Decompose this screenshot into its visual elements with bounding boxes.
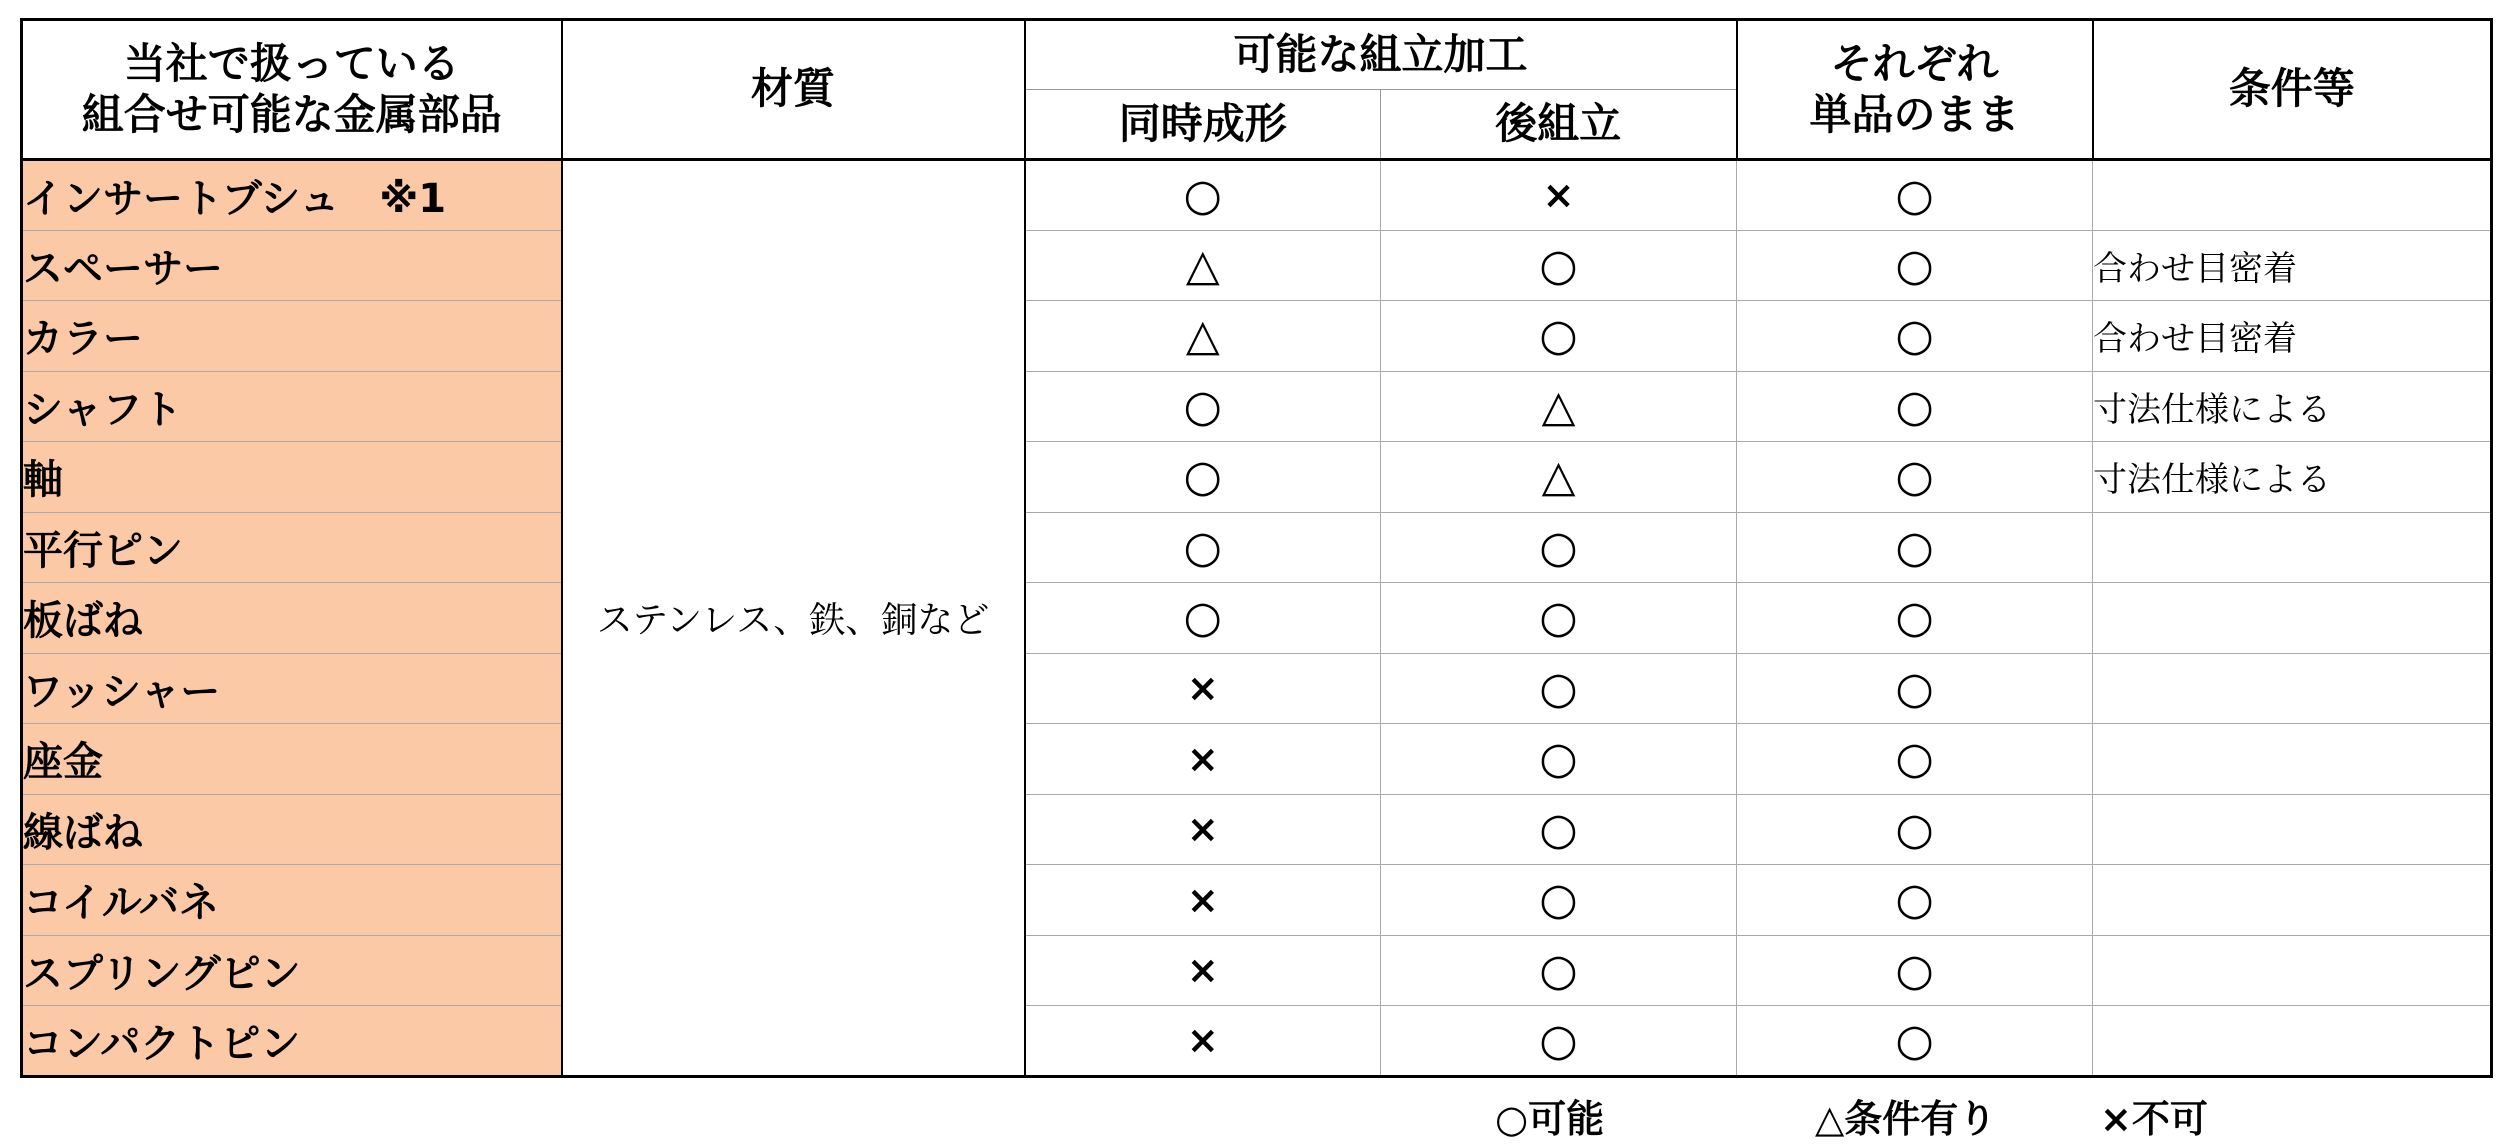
single-mark: ○ bbox=[1737, 724, 2093, 795]
part-name: シャフト bbox=[22, 371, 562, 442]
simultaneous-mark: ○ bbox=[1025, 583, 1381, 654]
single-mark: ○ bbox=[1737, 512, 2093, 583]
single-mark: ○ bbox=[1737, 794, 2093, 865]
simultaneous-mark: × bbox=[1025, 1006, 1381, 1077]
part-name: コイルバネ bbox=[22, 865, 562, 936]
single-mark: ○ bbox=[1737, 230, 2093, 301]
table-row bbox=[22, 583, 2492, 654]
post-assembly-mark: △ bbox=[1381, 371, 1737, 442]
simultaneous-mark: × bbox=[1025, 935, 1381, 1006]
single-mark: ○ bbox=[1737, 442, 2093, 513]
header-simultaneous-label: 同時成形 bbox=[1118, 98, 1287, 148]
header-assembly-group-label: 可能な組立加工 bbox=[1233, 29, 1528, 79]
header-parts-line1: 当社で扱っている bbox=[123, 39, 460, 89]
condition-text bbox=[2093, 160, 2492, 231]
single-mark: ○ bbox=[1737, 371, 2093, 442]
simultaneous-mark: ○ bbox=[1025, 160, 1381, 231]
simultaneous-mark: ○ bbox=[1025, 371, 1381, 442]
condition-text bbox=[2093, 935, 2492, 1006]
simultaneous-mark: ○ bbox=[1025, 442, 1381, 513]
part-name: 座金 bbox=[22, 724, 562, 795]
part-name: 板ばね bbox=[22, 583, 562, 654]
table-row bbox=[22, 371, 2492, 442]
simultaneous-mark: × bbox=[1025, 865, 1381, 936]
simultaneous-mark: ○ bbox=[1025, 512, 1381, 583]
condition-text bbox=[2093, 794, 2492, 865]
post-assembly-mark: ○ bbox=[1381, 935, 1737, 1006]
part-name: 平行ピン bbox=[22, 512, 562, 583]
header-post-assembly bbox=[1381, 90, 1737, 160]
condition-text: 合わせ目密着 bbox=[2093, 301, 2492, 372]
header-conditions-label: 条件等 bbox=[2228, 64, 2355, 114]
condition-text bbox=[2093, 512, 2492, 583]
legend-impossible: ×不可 bbox=[2100, 1097, 2208, 1141]
post-assembly-mark: ○ bbox=[1381, 583, 1737, 654]
post-assembly-mark: ○ bbox=[1381, 653, 1737, 724]
legend-conditional: △条件有り bbox=[1815, 1097, 1997, 1141]
simultaneous-mark: × bbox=[1025, 653, 1381, 724]
condition-text bbox=[2093, 653, 2492, 724]
condition-text bbox=[2093, 1006, 2492, 1077]
header-material-label: 材質 bbox=[750, 64, 835, 114]
condition-text bbox=[2093, 724, 2492, 795]
table-row bbox=[22, 1006, 2492, 1077]
table-body bbox=[22, 160, 2492, 1077]
header-single-line1: それぞれ bbox=[1830, 39, 1999, 89]
table-row bbox=[22, 442, 2492, 513]
header-post-assembly-label: 後組立 bbox=[1495, 98, 1622, 148]
post-assembly-mark: ○ bbox=[1381, 865, 1737, 936]
part-name: カラー bbox=[22, 301, 562, 372]
single-mark: ○ bbox=[1737, 935, 2093, 1006]
condition-text: 寸法仕様による bbox=[2093, 442, 2492, 513]
header-assembly-group bbox=[1025, 20, 1737, 90]
header-single bbox=[1737, 20, 2093, 160]
header-parts bbox=[22, 20, 562, 160]
header-conditions bbox=[2093, 20, 2492, 160]
table-row bbox=[22, 653, 2492, 724]
part-name: インサートブシュ ※1 bbox=[22, 160, 562, 231]
condition-text: 寸法仕様による bbox=[2093, 371, 2492, 442]
part-name: スプリングピン bbox=[22, 935, 562, 1006]
post-assembly-mark: ○ bbox=[1381, 230, 1737, 301]
table-row bbox=[22, 512, 2492, 583]
table-row bbox=[22, 935, 2492, 1006]
table-row bbox=[22, 865, 2492, 936]
table-row bbox=[22, 230, 2492, 301]
condition-text bbox=[2093, 583, 2492, 654]
condition-text bbox=[2093, 865, 2492, 936]
post-assembly-mark: ○ bbox=[1381, 794, 1737, 865]
post-assembly-mark: △ bbox=[1381, 442, 1737, 513]
table-row bbox=[22, 794, 2492, 865]
part-name: ワッシャー bbox=[22, 653, 562, 724]
simultaneous-mark: × bbox=[1025, 794, 1381, 865]
assembly-compatibility-table bbox=[20, 18, 2493, 1078]
post-assembly-mark: ○ bbox=[1381, 1006, 1737, 1077]
table-row bbox=[22, 724, 2492, 795]
table-row bbox=[22, 160, 2492, 231]
part-name: 線ばね bbox=[22, 794, 562, 865]
post-assembly-mark: ○ bbox=[1381, 724, 1737, 795]
table-row bbox=[22, 301, 2492, 372]
simultaneous-mark: △ bbox=[1025, 230, 1381, 301]
legend-possible: ○可能 bbox=[1495, 1097, 1605, 1141]
simultaneous-mark: × bbox=[1025, 724, 1381, 795]
single-mark: ○ bbox=[1737, 653, 2093, 724]
single-mark: ○ bbox=[1737, 583, 2093, 654]
simultaneous-mark: △ bbox=[1025, 301, 1381, 372]
single-mark: ○ bbox=[1737, 1006, 2093, 1077]
part-name: コンパクトピン bbox=[22, 1006, 562, 1077]
part-name: スペーサー bbox=[22, 230, 562, 301]
post-assembly-mark: ○ bbox=[1381, 512, 1737, 583]
single-mark: ○ bbox=[1737, 301, 2093, 372]
condition-text: 合わせ目密着 bbox=[2093, 230, 2492, 301]
post-assembly-mark: × bbox=[1381, 160, 1737, 231]
header-parts-line2: 組合せ可能な金属部品 bbox=[81, 89, 502, 139]
post-assembly-mark: ○ bbox=[1381, 301, 1737, 372]
header-single-line2: 単品のまま bbox=[1809, 89, 2020, 139]
material-cell: ステンレス、鉄、銅など bbox=[562, 160, 1025, 1077]
part-name: 軸 bbox=[22, 442, 562, 513]
single-mark: ○ bbox=[1737, 865, 2093, 936]
header-material bbox=[562, 20, 1025, 160]
header-simultaneous bbox=[1025, 90, 1381, 160]
single-mark: ○ bbox=[1737, 160, 2093, 231]
